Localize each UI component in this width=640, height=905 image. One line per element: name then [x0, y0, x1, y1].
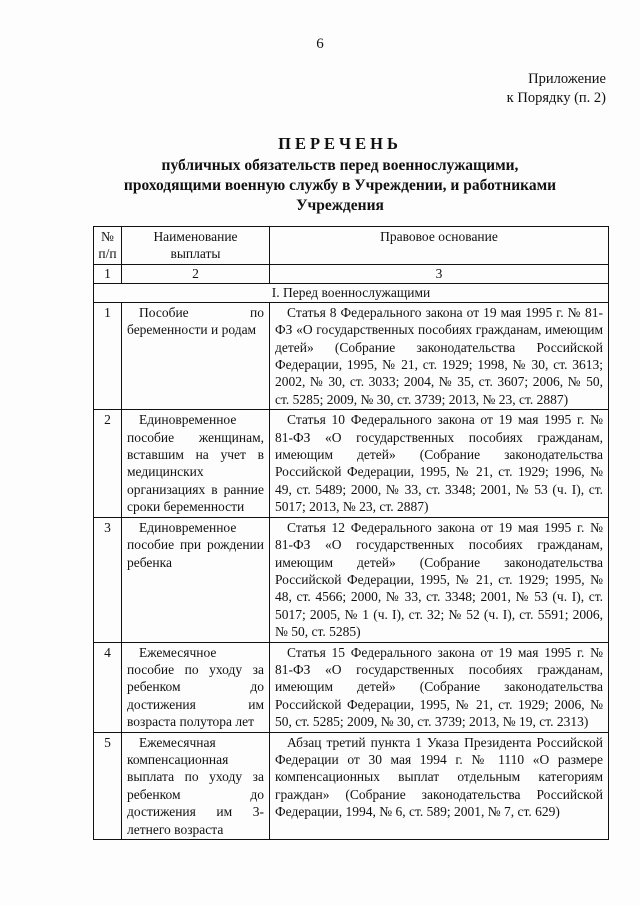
payment-name: Пособие по беременности и родам	[122, 302, 270, 409]
table-row	[94, 642, 609, 732]
legal-basis: Статья 10 Федерального закона от 19 мая 1995 г. № 81-ФЗ «О государственных пособиях гражданам, имеющим детей» (Собрание законодательства Российской Федерации, 1995, № 21, ст. 1929; 1996, № 49, ст. 5489; 2000, № 33, ст. 3348; 2001, № 53 (ч. I), ст. 5017; 2013, № 23, ст. 2887)	[270, 410, 609, 517]
row-number: 4	[94, 642, 122, 732]
header-num: № п/п	[94, 227, 122, 265]
appendix-label: Приложение	[528, 71, 606, 87]
table-row	[94, 732, 609, 839]
table-row	[94, 517, 609, 642]
column-index: 1	[94, 264, 122, 283]
legal-basis: Статья 12 Федерального закона от 19 мая 1995 г. № 81-ФЗ «О государственных пособиях гражданам, имеющим детей» (Собрание законодательства Российской Федерации, 1995, № 21, ст. 1929; 1995, № 48, ст. 4566; 2000, № 33, ст. 3348; 2001, № 53 (ч. I), ст. 5017; 2005, № 1 (ч. I), ст. 32; № 52 (ч. I), ст. 5591; 2006, № 50, ст. 5285)	[270, 517, 609, 642]
payment-name: Единовременное пособие при рождении ребенка	[122, 517, 270, 642]
page-number: 6	[316, 36, 324, 52]
column-index: 2	[122, 264, 270, 283]
payment-name: Единовременное пособие женщинам, вставшим на учет в медицинских организациях в ранние сроки беременности	[122, 410, 270, 517]
row-number: 3	[94, 517, 122, 642]
legal-basis: Абзац третий пункта 1 Указа Президента Российской Федерации от 30 мая 1994 г. № 1110 «О размере компенсационных выплат отдельным категориям граждан» (Собрание законодательства Российской Федерации, 1994, № 6, ст. 589; 2001, № 7, ст. 629)	[270, 732, 609, 839]
legal-basis: Статья 8 Федерального закона от 19 мая 1995 г. № 81-ФЗ «О государственных пособиях гражданам, имеющим детей» (Собрание законодательства Российской Федерации, 1995, № 21, ст. 1929; 1998, № 30, ст. 3613; 2002, № 30, ст. 3033; 2004, № 35, ст. 3607; 2006, № 50, ст. 5285; 2009, № 30, ст. 3739; 2013, № 23, ст. 2887)	[270, 302, 609, 409]
column-index: 3	[270, 264, 609, 283]
section-row	[94, 283, 609, 302]
document-title	[60, 134, 620, 216]
payment-name: Ежемесячная компенсационная выплата по уходу за ребенком до достижения им 3-летнего возраста	[122, 732, 270, 839]
obligations-table	[93, 226, 609, 840]
header-basis: Правовое основание	[270, 227, 609, 265]
section-title: I. Перед военнослужащими	[94, 283, 609, 302]
row-number: 5	[94, 732, 122, 839]
legal-basis: Статья 15 Федерального закона от 19 мая 1995 г. № 81-ФЗ «О государственных пособиях гражданам, имеющим детей» (Собрание законодательства Российской Федерации, 1995, № 21, ст. 1929; 2006, № 50, ст. 5285; 2009, № 30, ст. 3739; 2013, № 19, ст. 2313)	[270, 642, 609, 732]
title-heading: ПЕРЕЧЕНЬ	[278, 134, 402, 153]
title-line-3: Учреждения	[296, 197, 384, 214]
row-number: 1	[94, 302, 122, 409]
header-name: Наименование выплаты	[122, 227, 270, 265]
column-index-row	[94, 264, 609, 283]
table-row	[94, 302, 609, 409]
payment-name: Ежемесячное пособие по уходу за ребенком до достижения им возраста полутора лет	[122, 642, 270, 732]
table-row	[94, 410, 609, 517]
appendix-reference: к Порядку (п. 2)	[506, 90, 606, 106]
title-line-2: проходящими военную службу в Учреждении, и работниками	[123, 177, 557, 194]
row-number: 2	[94, 410, 122, 517]
title-line-1: публичных обязательств перед военнослужащими,	[161, 157, 519, 174]
table-header-row	[94, 227, 609, 265]
appendix-note	[507, 70, 606, 108]
